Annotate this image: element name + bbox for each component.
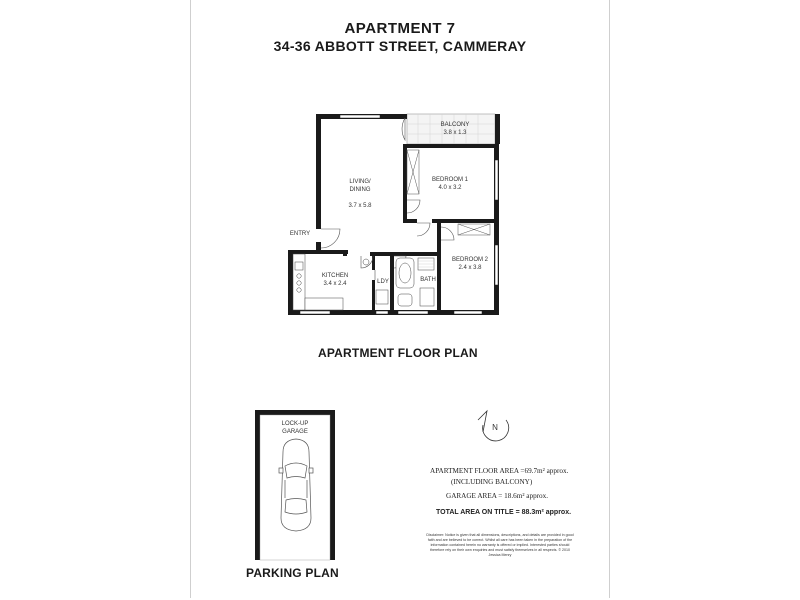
disclaimer-text: Disclaimer: Notice is given that all dimensions, descriptions, and details are provided in good faith and are believed to be correct. Whilst all care has been taken in the preparation of the information contained herein no warranty is offered or implied. Interested parties should therefore rely on their own enquiries and must satisfy themselves in all respects. © 2010 Jessica Menry: [426, 533, 574, 557]
garage-label: LOCK-UP GARAGE: [281, 421, 309, 435]
balcony-name: BALCONY: [440, 122, 470, 128]
kitchen-dims: 3.4 x 2.4: [323, 281, 347, 287]
bedroom2-name: BEDROOM 2: [451, 257, 488, 263]
floor-plan-heading: APARTMENT FLOOR PLAN: [318, 346, 478, 360]
living-label: [330, 170, 390, 218]
including-balcony-text: (INCLUDING BALCONY): [451, 478, 533, 486]
compass-n-label: N: [492, 423, 498, 432]
balcony-label: [425, 121, 485, 137]
floor-area-text: APARTMENT FLOOR AREA =69.7m² approx.: [430, 467, 569, 475]
bedroom2-label: [440, 256, 500, 272]
bath-label: BATH: [420, 277, 436, 283]
living-name: LIVING/ DINING: [349, 179, 371, 193]
entry-label: ENTRY: [289, 231, 311, 237]
total-area-text: TOTAL AREA ON TITLE = 88.3m² approx.: [436, 509, 572, 516]
bedroom1-dims: 4.0 x 3.2: [438, 185, 462, 191]
laundry-label: LDY: [377, 279, 389, 285]
address-title: 34-36 ABBOTT STREET, CAMMERAY: [273, 38, 527, 54]
parking-plan-heading: PARKING PLAN: [246, 566, 339, 580]
car-icon: [279, 439, 313, 531]
kitchen-name: KITCHEN: [321, 273, 349, 279]
bedroom1-name: BEDROOM 1: [431, 177, 468, 183]
balcony-dims: 3.8 x 1.3: [443, 130, 467, 136]
living-dims: 3.7 x 5.8: [348, 203, 372, 209]
bedroom2-dims: 2.4 x 3.8: [458, 265, 482, 271]
apartment-title: APARTMENT 7: [344, 20, 456, 37]
garage-area-text: GARAGE AREA = 18.6m² approx.: [446, 492, 549, 500]
kitchen-label: [305, 272, 365, 288]
bedroom1-label: [420, 176, 480, 192]
